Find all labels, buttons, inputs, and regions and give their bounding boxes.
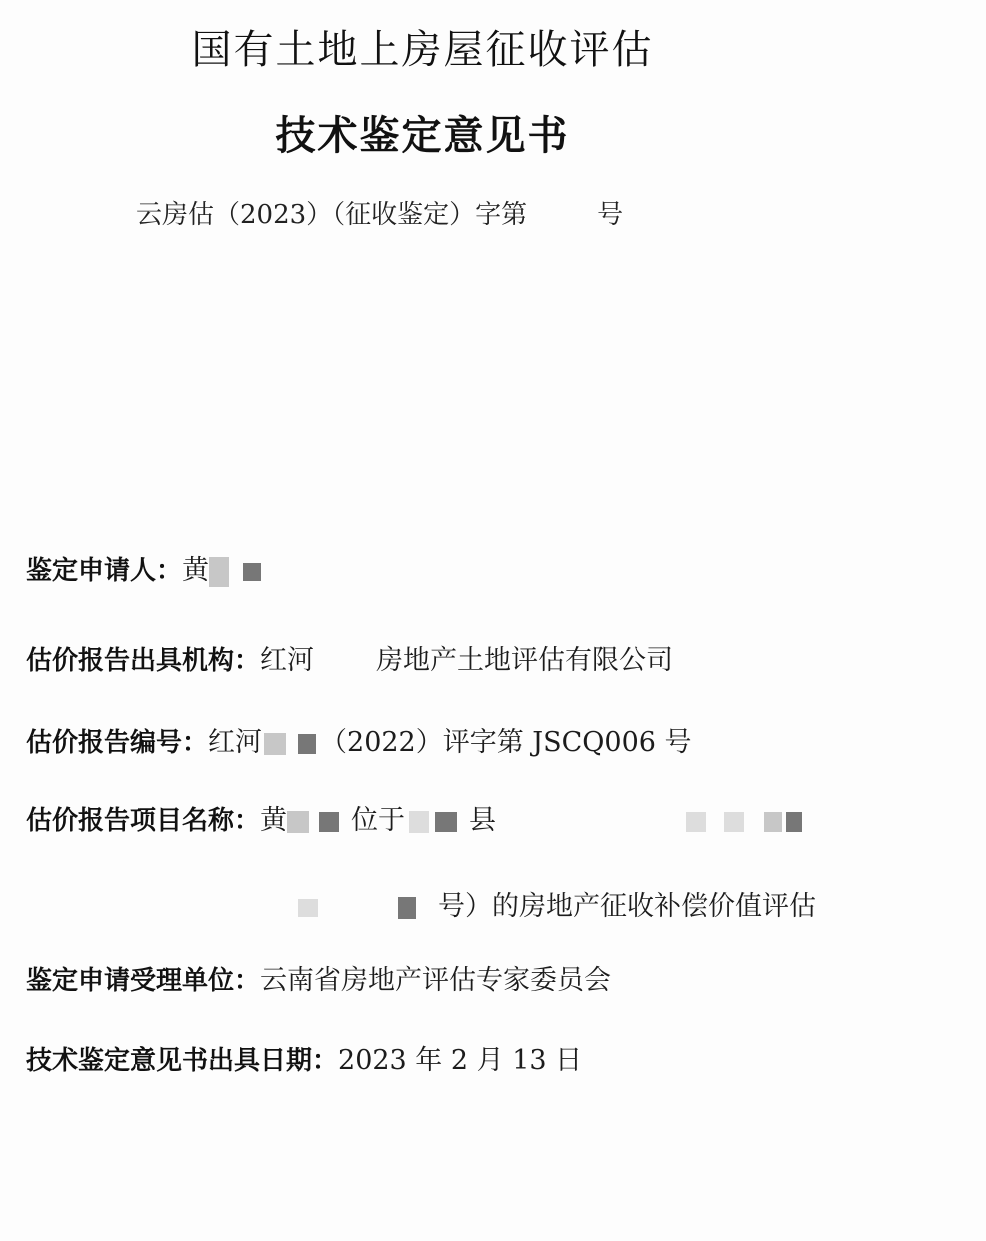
report-number-prefix: 红河 bbox=[208, 727, 263, 758]
report-number-row bbox=[26, 720, 692, 759]
issue-date-value: 2023 年 2 月 13 日 bbox=[338, 1045, 583, 1076]
issuing-agency-suffix: 房地产土地评估有限公司 bbox=[376, 645, 674, 676]
project-name-part1: 黄 bbox=[260, 805, 288, 836]
report-number-suffix: （2022）评字第 JSCQ006 号 bbox=[320, 727, 692, 758]
redaction-block bbox=[398, 897, 416, 919]
redaction-block bbox=[724, 812, 744, 832]
redaction-block bbox=[209, 557, 229, 587]
redaction-block bbox=[319, 812, 339, 832]
redaction-block bbox=[786, 812, 802, 832]
redaction-block bbox=[764, 812, 782, 832]
project-name-row bbox=[26, 798, 802, 837]
acceptance-unit-value: 云南省房地产评估专家委员会 bbox=[260, 965, 612, 996]
acceptance-unit-label: 鉴定申请受理单位： bbox=[26, 966, 261, 996]
document-title: 国有土地上房屋征收评估 bbox=[191, 27, 654, 73]
document-subtitle: 技术鉴定意见书 bbox=[275, 112, 570, 159]
project-name-part3: 县 bbox=[469, 805, 497, 836]
redaction-block bbox=[287, 811, 309, 833]
project-name-line2: 号）的房地产征收补偿价值评估 bbox=[438, 891, 816, 922]
redaction-block bbox=[243, 563, 261, 581]
redaction-block bbox=[298, 899, 318, 917]
project-name-row-continued bbox=[298, 884, 816, 923]
redaction-block bbox=[409, 811, 429, 833]
issue-date-row bbox=[26, 1038, 582, 1077]
issuing-agency-row bbox=[26, 638, 673, 677]
document-number-prefix: 云房估（2023）（征收鉴定）字第 bbox=[136, 200, 528, 230]
redaction-block bbox=[686, 812, 706, 832]
applicant-row bbox=[26, 548, 261, 587]
project-name-part2: 位于 bbox=[351, 805, 406, 836]
project-name-label: 估价报告项目名称： bbox=[26, 806, 261, 836]
report-number-label: 估价报告编号： bbox=[26, 728, 209, 758]
issuing-agency-label: 估价报告出具机构： bbox=[26, 646, 261, 676]
applicant-value: 黄 bbox=[182, 555, 210, 586]
redaction-block bbox=[298, 734, 316, 754]
applicant-label: 鉴定申请人： bbox=[26, 556, 183, 586]
issuing-agency-prefix: 红河 bbox=[260, 645, 315, 676]
redaction-block bbox=[264, 733, 286, 755]
document-number bbox=[136, 194, 623, 231]
document-number-suffix: 号 bbox=[597, 200, 624, 230]
acceptance-unit-row bbox=[26, 958, 611, 997]
issue-date-label: 技术鉴定意见书出具日期： bbox=[26, 1046, 339, 1076]
redaction-block bbox=[435, 812, 457, 832]
